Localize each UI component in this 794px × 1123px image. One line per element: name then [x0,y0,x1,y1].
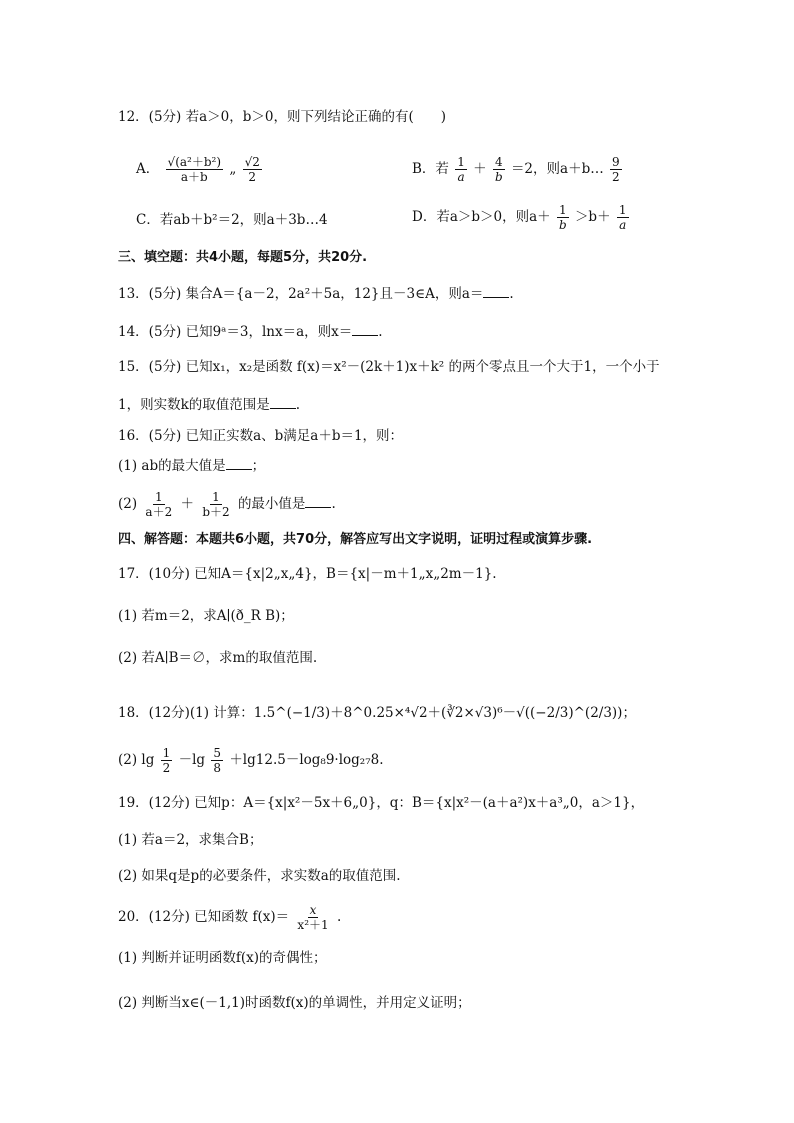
period: . [331,496,336,512]
answer-blank [305,495,331,508]
q20-suffix: . [336,909,342,925]
option-a-frac1 [166,155,223,184]
option-d-frac2 [617,203,629,232]
option-a-relation: „ [229,161,237,177]
answer-blank [483,285,509,298]
q20-prefix: 20．(12分) 已知函数 f(x)＝ [118,909,290,925]
q14-text: 14．(5分) 已知9ᵃ＝3，lnx＝a，则x＝ [118,324,353,340]
q18-mid: －lg [178,752,206,768]
q16-frac2 [200,490,231,519]
answer-blank [352,323,378,336]
section-4-heading: 四、解答题：本题共6小题，共70分，解答应写出文字说明，证明过程或演算步骤. [118,532,593,547]
section-3-heading: 三、填空题：共4小题，每题5分，共20分. [118,250,368,265]
option-a-frac2 [243,155,262,184]
q20 [118,903,341,932]
option-b-plus: ＋ [473,161,487,177]
frac-num: x [309,903,317,917]
period: . [295,397,301,413]
q18: 18．(12分)(1) 计算：1.5^(−1/3)＋8^0.25×⁴√2＋(∛2×√3)⁶－√((−2/3)^(2/3))； [118,705,636,721]
q16-part2-prefix: (2) [118,496,138,512]
q16-plus: ＋ [180,496,195,512]
frac-num: 1 [155,490,163,504]
q16: 16．(5分) 已知正实数a、b满足a＋b＝1，则： [118,428,404,444]
frac-num: 1 [212,490,220,504]
q18-frac1 [161,746,173,775]
q16-frac1 [143,490,174,519]
option-a-prefix: A． [136,161,160,177]
q17-part2: (2) 若A∣B＝∅，求m的取值范围. [118,650,318,666]
option-b-prefix: B．若 [412,161,449,177]
frac-den: x²＋1 [297,918,329,932]
q18-part2 [118,746,384,775]
q16-part2-suffix: 的最小值是 [237,496,306,512]
answer-blank [226,457,252,470]
frac-den: a＋b [180,170,208,184]
q15-line2 [118,395,300,415]
q19-part2: (2) 如果q是p的必要条件，求实数a的取值范围. [118,868,401,884]
frac-den: a＋2 [145,505,173,519]
frac-den: b [494,170,503,184]
q12-stem: 12．(5分) 若a＞0，b＞0，则下列结论正确的有( ) [118,109,446,125]
frac-den: a [619,218,627,232]
q18-frac2 [211,746,223,775]
frac-den: 2 [248,170,257,184]
frac-den: 2 [162,761,171,775]
q17: 17．(10分) 已知A＝{x|2„x„4}，B＝{x|－m＋1„x„2m－1}. [118,566,497,582]
frac-num: √2 [244,155,260,169]
option-d-frac1 [557,203,569,232]
option-d-mid: ＞b＋ [574,209,611,225]
q12-option-b [412,155,624,184]
frac-den: 8 [213,761,222,775]
frac-num: 9 [612,155,620,169]
q20-part2: (2) 判断当x∈(－1,1)时函数f(x)的单调性，并用定义证明； [118,995,471,1011]
answer-blank [270,396,296,409]
q16-part2 [118,490,336,519]
period: . [509,286,514,302]
frac-num: 1 [457,155,465,169]
frac-num: 1 [162,746,171,760]
frac-num: 5 [213,746,222,760]
q16-part1-text: (1) ab的最大值是 [118,458,226,474]
frac-num: 1 [618,203,627,217]
frac-num: 1 [558,203,567,217]
q13-text: 13．(5分) 集合A＝{a－2，2a²＋5a，12}且－3∈A，则a＝ [118,286,484,302]
frac-den: b [558,218,567,232]
option-b-frac3 [610,155,622,184]
option-b-mid: ＝2，则a＋b… [510,161,604,177]
q12-option-a [136,155,264,184]
q18-suffix: ＋lg12.5－log₈9·log₂₇8. [229,752,384,768]
q15-text: 1，则实数k的取值范围是 [118,397,270,413]
q16-part1: (1) ab的最大值是 ； [118,458,266,474]
frac-den: b＋2 [202,505,230,519]
q14 [118,322,383,342]
q18-part2-prefix: (2) lg [118,752,155,768]
option-b-frac1 [455,155,467,184]
frac-num: 4 [494,155,503,169]
q15-line1: 15．(5分) 已知x₁，x₂是函数 f(x)＝x²－(2k＋1)x＋k² 的两个零点且一个大于1，一个小于 [118,359,660,375]
q20-part1: (1) 判断并证明函数f(x)的奇偶性； [118,950,327,966]
q20-frac [295,903,330,932]
option-b-frac2 [493,155,505,184]
frac-den: a [457,170,465,184]
frac-den: 2 [612,170,620,184]
q19: 19．(12分) 已知p：A＝{x|x²－5x＋6„0}，q：B＝{x|x²－(a＋a²)x＋a³„0，a＞1}， [118,795,645,811]
q17-part1: (1) 若m＝2，求A∣(ð_R B)； [118,608,294,624]
period: . [378,324,383,340]
q12-option-d [412,203,631,232]
q12-option-c: C．若ab＋b²＝2，则a＋3b…4 [136,212,328,228]
frac-num: √(a²＋b²) [167,155,222,169]
option-d-prefix: D．若a＞b＞0，则a＋ [412,209,551,225]
q13 [118,284,514,304]
q19-part1: (1) 若a＝2，求集合B； [118,832,263,848]
